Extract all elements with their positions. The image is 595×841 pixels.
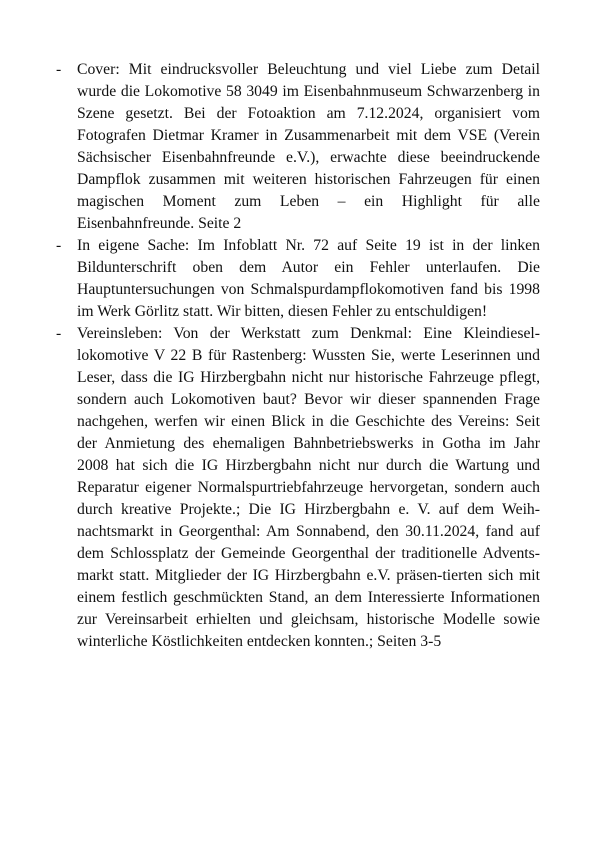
bullet-item-cover — [56, 59, 540, 235]
bullet-list — [56, 59, 540, 653]
bullet-item-in-eigene-sache — [56, 235, 540, 323]
bullet-item-vereinsleben — [56, 323, 540, 653]
bullet-text-cover: Cover: Mit eindrucksvoller Beleuchtung und viel Liebe zum Detail wurde die Lokomotive 58 3049 im Eisenbahnmuseum Schwarzenberg in Szene gesetzt. Bei der Fotoaktion am 7.12.2024, organisiert vom Fotografen Dietmar Kramer in Zusammenarbeit mit dem VSE (Verein Sächsischer Eisenbahnfreunde e.V.), erwachte diese beeindruckende Dampflok zusammen mit weiteren historischen Fahrzeugen für einen magischen Moment zum Leben – ein Highlight für alle Eisenbahnfreunde. Seite 2 — [77, 61, 540, 232]
bullet-marker: - — [56, 325, 62, 342]
bullet-marker: - — [56, 237, 62, 254]
bullet-marker: - — [56, 61, 62, 78]
bullet-text-vereinsleben: Vereinsleben: Von der Werkstatt zum Denkmal: Eine Kleindiesel-lokomotive V 22 B für Rastenberg: Wussten Sie, werte Leserinnen und Leser, dass die IG Hirzbergbahn nicht nur historische Fahrzeuge pflegt, sondern auch Lokomotiven baut? Bevor wir dieser spannenden Frage nachgehen, werfen wir einen Blick in die Geschichte des Vereins: Seit der Anmietung des ehemaligen Bahnbetriebswerks in Gotha im Jahr 2008 hat sich die IG Hirzbergbahn nicht nur durch die Wartung und Reparatur eigener Normalspurtriebfahrzeuge hervorgetan, sondern auch durch kreative Projekte.; Die IG Hirzbergbahn e. V. auf dem Weih-nachtsmarkt in Georgenthal: Am Sonnabend, den 30.11.2024, fand auf dem Schlossplatz der Gemeinde Georgenthal der traditionelle Advents-markt statt. Mitglieder der IG Hirzbergbahn e.V. präsen-tierten sich mit einem festlich geschmückten Stand, an dem Interessierte Informationen zur Vereinsarbeit erhielten und gleichsam, historische Modelle sowie winterliche Köstlichkeiten entdecken konnten.; Seiten 3-5 — [77, 325, 540, 650]
bullet-text-in-eigene-sache: In eigene Sache: Im Infoblatt Nr. 72 auf Seite 19 ist in der linken Bildunterschrift oben dem Autor ein Fehler unterlaufen. Die Hauptuntersuchungen von Schmalspurdampflokomotiven fand bis 1998 im Werk Görlitz statt. Wir bitten, diesen Fehler zu entschuldigen! — [77, 237, 540, 320]
